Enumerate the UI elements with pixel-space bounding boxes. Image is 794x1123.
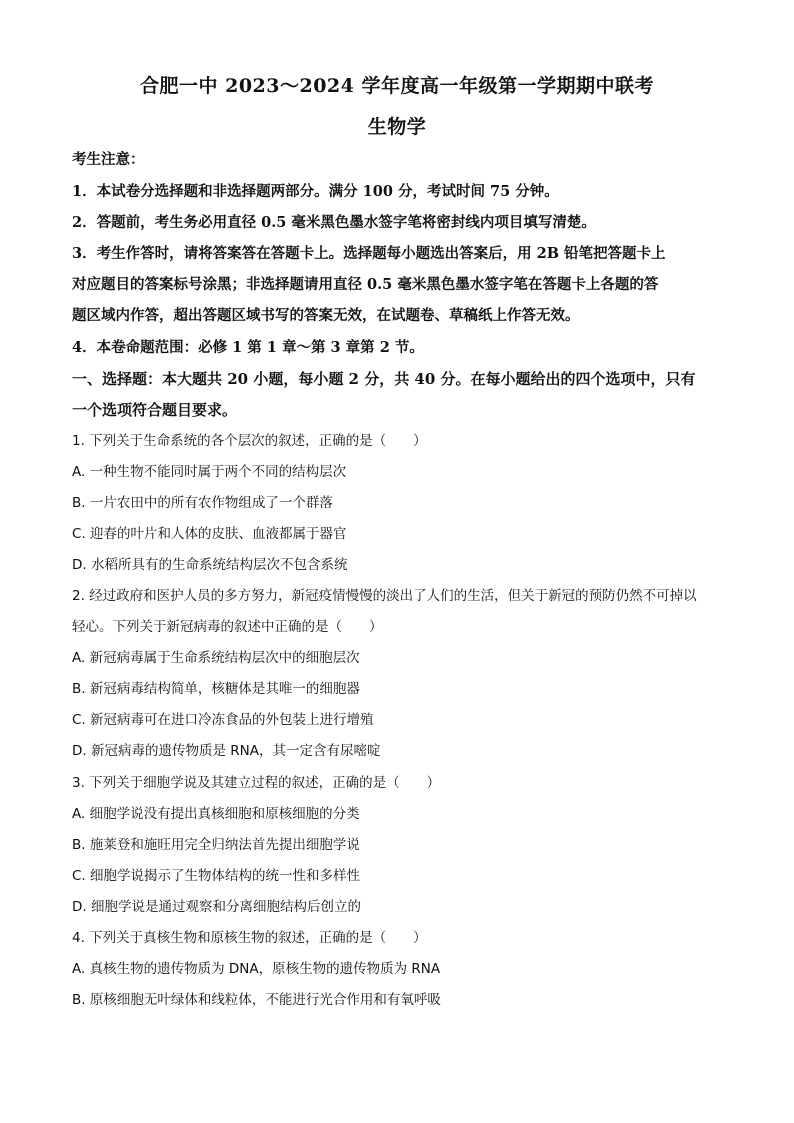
question-4-stem: 4. 下列关于真核生物和原核生物的叙述，正确的是（ ） [72,930,427,946]
notice-item-3-cont2: 题区域内作答，超出答题区域书写的答案无效，在试题卷、草稿纸上作答无效。 [72,307,580,324]
question-2-option-c: C. 新冠病毒可在进口冷冻食品的外包装上进行增殖 [72,712,374,728]
notice-item-3-cont: 对应题目的答案标号涂黑；非选择题请用直径 0.5 毫米黑色墨水签字笔在答题卡上各题的答 [72,276,659,293]
question-1-option-b: B. 一片农田中的所有农作物组成了一个群落 [72,495,333,511]
question-2-stem: 2. 经过政府和医护人员的多方努力，新冠疫情慢慢的淡出了人们的生活，但关于新冠的预防仍然不可掉以 [72,588,697,604]
subject-title: 生物学 [367,116,427,138]
question-2-option-a: A. 新冠病毒属于生命系统结构层次中的细胞层次 [72,650,360,666]
question-4-option-a: A. 真核生物的遗传物质为 DNA，原核生物的遗传物质为 RNA [72,961,441,977]
notice-item-4: 4．本卷命题范围：必修 1 第 1 章～第 3 章第 2 节。 [72,339,424,356]
exam-title: 合肥一中 2023～2024 学年度高一年级第一学期期中联考 [140,75,654,97]
question-1-option-d: D. 水稻所具有的生命系统结构层次不包含系统 [72,557,348,573]
section-heading-cont: 一个选项符合题目要求。 [72,401,238,419]
question-2-option-b: B. 新冠病毒结构简单，核糖体是其唯一的细胞器 [72,681,360,697]
notice-item-2: 2．答题前，考生务必用直径 0.5 毫米黑色墨水签字笔将密封线内项目填写清楚。 [72,214,596,231]
question-2-option-d: D. 新冠病毒的遗传物质是 RNA，其一定含有尿嘧啶 [72,743,381,759]
question-3-stem: 3. 下列关于细胞学说及其建立过程的叙述，正确的是（ ） [72,775,441,791]
question-3-option-b: B. 施莱登和施旺用完全归纳法首先提出细胞学说 [72,837,360,853]
question-1-stem: 1. 下列关于生命系统的各个层次的叙述，正确的是（ ） [72,433,427,449]
notice-item-3: 3．考生作答时，请将答案答在答题卡上。选择题每小题选出答案后，用 2B 铅笔把答题卡上 [72,245,666,262]
section-heading: 一、选择题：本大题共 20 小题，每小题 2 分，共 40 分。在每小题给出的四个选项中，只有 [72,370,696,388]
question-1-option-c: C. 迎春的叶片和人体的皮肤、血液都属于器官 [72,526,347,542]
question-1-option-a: A. 一种生物不能同时属于两个不同的结构层次 [72,464,347,480]
question-3-option-c: C. 细胞学说揭示了生物体结构的统一性和多样性 [72,868,361,884]
question-3-option-d: D. 细胞学说是通过观察和分离细胞结构后创立的 [72,899,361,915]
notice-heading: 考生注意： [72,151,145,168]
notice-item-1: 1．本试卷分选择题和非选择题两部分。满分 100 分，考试时间 75 分钟。 [72,183,559,200]
question-3-option-a: A. 细胞学说没有提出真核细胞和原核细胞的分类 [72,806,360,822]
question-4-option-b: B. 原核细胞无叶绿体和线粒体，不能进行光合作用和有氧呼吸 [72,992,441,1008]
question-2-stem-cont: 轻心。下列关于新冠病毒的叙述中正确的是（ ） [72,619,383,635]
